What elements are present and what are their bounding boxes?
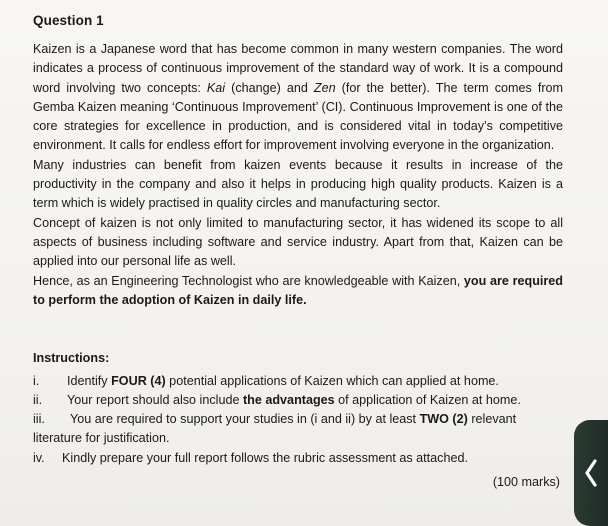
- instruction-text-a: Kindly prepare your full report follows the rubric assessment as attached.: [62, 451, 468, 465]
- paragraph-1-text-c: (for the better). The term comes from Gemba Kaizen meaning ‘Continuous Improvement’ (CI). Continuous Improvement is one of the core strategies for excellence in production, and is considered vital in today’s competitive environment. It calls for endless effort for improvement involving everyone in the organization.: [33, 80, 564, 153]
- instruction-text-a: Your report should also include: [67, 393, 243, 407]
- instruction-item-2: [33, 391, 563, 410]
- paragraph-3: Concept of kaizen is not only limited to manufacturing sector, it has widened its scope to all aspects of business including software and service industry. Apart from that, Kaizen can be applied into our personal life as well.: [33, 215, 563, 269]
- question-title: Question 1: [33, 13, 104, 28]
- zen-term: Zen: [313, 80, 336, 95]
- paragraph-4: [33, 272, 563, 311]
- instruction-emphasis: TWO (2): [419, 412, 468, 426]
- instruction-item-1: [33, 372, 563, 391]
- paragraph-2: Many industries can benefit from kaizen events because it results in increase of the productivity in the company and also it helps in producing high quality products. Kaizen is a term which is widely practised in quality circles and manufacturing sector.: [33, 157, 563, 211]
- paragraph-1-text-b: (change) and: [225, 80, 314, 95]
- instructions-heading: Instructions:: [33, 351, 110, 365]
- instruction-number: i.: [33, 374, 40, 388]
- kai-term: Kai: [206, 80, 226, 95]
- instruction-emphasis: the advantages: [242, 393, 335, 407]
- instruction-text-a: You are required to support your studies in (i and ii) by at least: [70, 412, 420, 426]
- instruction-emphasis: FOUR (4): [111, 374, 166, 388]
- instruction-number: iv.: [33, 451, 45, 465]
- back-button[interactable]: [574, 420, 608, 526]
- instruction-item-4: [33, 449, 563, 468]
- paragraph-4-text: Hence, as an Engineering Technologist who are knowledgeable with Kaizen,: [33, 273, 464, 288]
- instruction-text-a: Identify: [67, 374, 112, 388]
- instruction-text-b: of application of Kaizen at home.: [334, 393, 521, 407]
- total-marks: (100 marks): [492, 475, 560, 489]
- instruction-item-3: [33, 410, 563, 449]
- question-body: [33, 40, 563, 310]
- paragraph-1-text-a: Kaizen is a Japanese word that has become common in many western companies. The word indicates a process of continuous improvement of the standard way of work. It is a compound word involving two concepts:: [33, 42, 563, 95]
- chevron-left-icon: [584, 458, 598, 488]
- task-statement: you are required to perform the adoption of Kaizen in daily life.: [33, 273, 564, 307]
- instruction-number: ii.: [33, 393, 43, 407]
- instruction-text-b: potential applications of Kaizen which can applied at home.: [165, 374, 499, 388]
- paragraph-1: [33, 40, 563, 156]
- instruction-number: iii.: [33, 412, 45, 426]
- instruction-text-b: relevant literature for justification.: [33, 412, 517, 446]
